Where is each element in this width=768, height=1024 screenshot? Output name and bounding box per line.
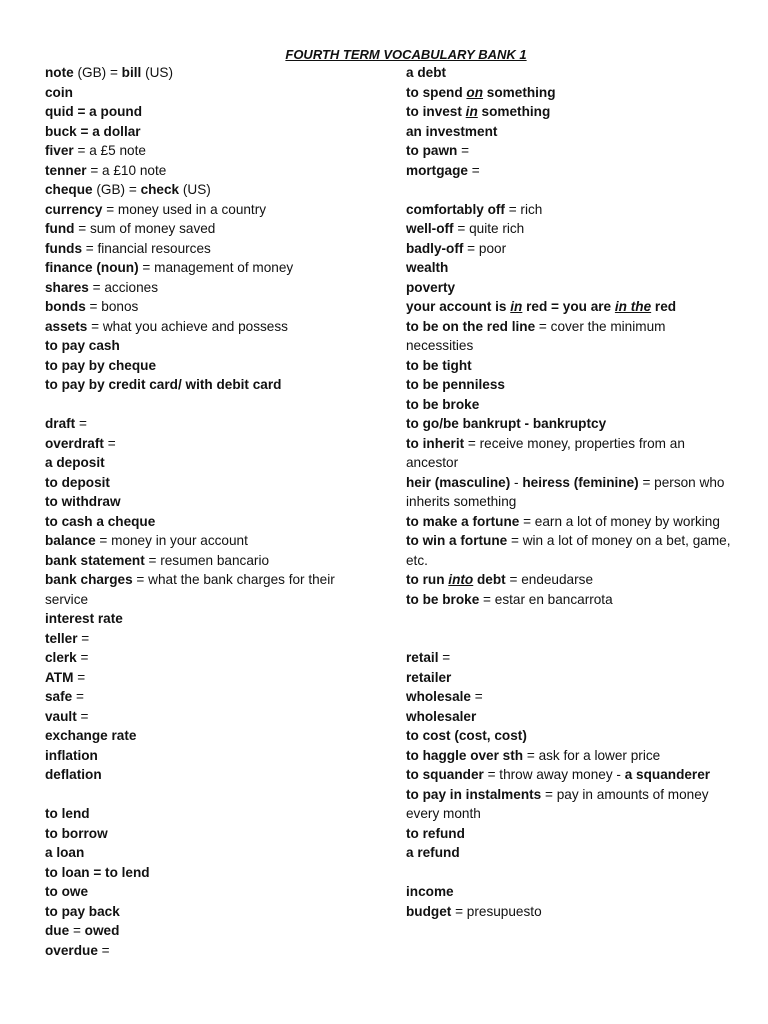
term-text: to pay by cheque xyxy=(45,357,157,373)
vocabulary-entry xyxy=(45,200,380,220)
vocabulary-entry xyxy=(45,180,380,200)
blank-line xyxy=(406,863,736,883)
vocabulary-entry xyxy=(406,902,736,922)
term-text: to pay cash xyxy=(45,338,120,353)
definition-text: (GB) = xyxy=(73,65,122,80)
term-text: well-off xyxy=(406,221,454,236)
definition-text: = financial resources xyxy=(82,240,211,256)
definition-text: = person who inherits something xyxy=(406,474,725,509)
definition-text: = management of money xyxy=(138,260,294,275)
definition-text: = xyxy=(72,689,84,704)
term-text: to be on the red line xyxy=(406,318,536,334)
term-text: to refund xyxy=(406,825,465,841)
term-text: owed xyxy=(84,923,120,938)
term-text: quid = a pound xyxy=(45,104,143,119)
vocabulary-entry xyxy=(45,902,380,922)
term-text: on xyxy=(466,84,484,100)
vocabulary-entry xyxy=(406,570,736,590)
definition-text: = quite rich xyxy=(453,221,525,236)
term-text: bonds xyxy=(45,299,86,314)
definition-text: (US) xyxy=(179,182,211,197)
vocabulary-entry xyxy=(45,882,380,902)
vocabulary-entry xyxy=(45,843,380,863)
term-text: note xyxy=(45,65,74,80)
definition-text: = money used in a country xyxy=(102,201,267,217)
vocabulary-entry xyxy=(45,161,380,181)
vocabulary-entry xyxy=(406,746,736,766)
definition-text: = sum of money saved xyxy=(74,221,216,236)
definition-text: = what the bank charges for their service xyxy=(45,572,335,607)
term-text: a refund xyxy=(406,845,460,860)
vocabulary-entry xyxy=(45,473,380,493)
term-text: ATM xyxy=(45,669,74,685)
vocabulary-entry xyxy=(406,882,736,902)
vocabulary-entry xyxy=(406,395,736,415)
definition-text: = poor xyxy=(463,240,507,256)
vocabulary-entry xyxy=(45,375,380,395)
vocabulary-entry xyxy=(45,414,380,434)
term-text: teller xyxy=(45,630,78,646)
definition-text: = cover the minimum necessities xyxy=(406,318,666,353)
term-text: overdraft xyxy=(45,435,104,451)
vocabulary-entry xyxy=(45,102,380,122)
term-text: shares xyxy=(45,279,89,295)
vocabulary-entry xyxy=(406,200,736,220)
definition-text: = xyxy=(76,650,89,665)
term-text: to inherit xyxy=(406,435,465,451)
term-text: an investment xyxy=(406,123,498,139)
term-text: to loan = to lend xyxy=(45,864,150,880)
right-vocabulary-column xyxy=(406,63,736,921)
term-text: to make a fortune xyxy=(406,513,520,529)
term-text: wholesaler xyxy=(406,708,477,724)
vocabulary-entry xyxy=(406,707,736,727)
definition-text: = xyxy=(438,650,451,665)
term-text: a squanderer xyxy=(624,767,711,782)
vocabulary-entry xyxy=(45,687,380,707)
term-text: overdue xyxy=(45,942,98,958)
vocabulary-entry xyxy=(45,336,380,356)
term-text: vault xyxy=(45,708,77,724)
vocabulary-entry xyxy=(406,239,736,259)
definition-text: = xyxy=(77,630,90,646)
vocabulary-entry xyxy=(406,668,736,688)
term-text: red xyxy=(651,299,677,314)
term-text: to be tight xyxy=(406,357,472,373)
vocabulary-entry xyxy=(45,765,380,785)
vocabulary-entry xyxy=(406,531,736,570)
term-text: finance (noun) xyxy=(45,260,139,275)
vocabulary-entry xyxy=(406,590,736,610)
vocabulary-entry xyxy=(45,141,380,161)
left-vocabulary-column xyxy=(45,63,380,960)
page-title: FOURTH TERM VOCABULARY BANK 1 xyxy=(285,47,527,62)
term-text: to pay in instalments xyxy=(406,786,542,802)
term-text: to pay by credit card/ with debit card xyxy=(45,377,282,392)
vocabulary-entry xyxy=(406,843,736,863)
vocabulary-entry xyxy=(45,863,380,883)
term-text: cheque xyxy=(45,182,93,197)
vocabulary-entry xyxy=(406,63,736,83)
vocabulary-entry xyxy=(45,239,380,259)
vocabulary-entry xyxy=(45,707,380,727)
term-text: a deposit xyxy=(45,455,105,470)
term-text: in the xyxy=(614,299,652,314)
vocabulary-entry xyxy=(45,746,380,766)
vocabulary-entry xyxy=(406,297,736,317)
vocabulary-entry xyxy=(406,122,736,142)
definition-text: = xyxy=(76,708,89,724)
blank-line xyxy=(406,609,736,629)
term-text: tenner xyxy=(45,162,87,178)
vocabulary-entry xyxy=(45,278,380,298)
definition-text: = pay in amounts of money every month xyxy=(406,786,709,821)
term-text: exchange rate xyxy=(45,728,137,743)
term-text: funds xyxy=(45,240,82,256)
term-text: to owe xyxy=(45,884,89,899)
vocabulary-entry xyxy=(406,473,736,512)
term-text: balance xyxy=(45,533,96,548)
definition-text: = rich xyxy=(504,201,543,217)
definition-text: (US) xyxy=(141,65,174,80)
blank-line xyxy=(45,785,380,805)
vocabulary-entry xyxy=(406,278,736,298)
term-text: to run xyxy=(406,572,449,587)
vocabulary-entry xyxy=(406,83,736,103)
definition-text: = acciones xyxy=(88,279,158,295)
definition-text: = win a lot of money on a bet, game, etc. xyxy=(406,533,731,568)
term-text: currency xyxy=(45,201,103,217)
term-text: in xyxy=(510,299,523,314)
term-text: retailer xyxy=(406,669,452,685)
term-text: buck = a dollar xyxy=(45,123,141,139)
term-text: to deposit xyxy=(45,474,110,490)
vocabulary-entry xyxy=(45,219,380,239)
term-text: debt xyxy=(473,572,506,587)
vocabulary-entry xyxy=(406,317,736,356)
vocabulary-entry xyxy=(45,434,380,454)
term-text: into xyxy=(448,572,474,587)
definition-text: = ask for a lower price xyxy=(523,747,661,763)
term-text: comfortably off xyxy=(406,201,505,217)
definition-text: = bonos xyxy=(85,299,139,314)
vocabulary-entry xyxy=(406,824,736,844)
blank-line xyxy=(45,395,380,415)
term-text: your account is xyxy=(406,299,511,314)
vocabulary-entry xyxy=(406,219,736,239)
definition-text: = a £10 note xyxy=(86,162,167,178)
term-text: wealth xyxy=(406,260,449,275)
vocabulary-entry xyxy=(45,258,380,278)
definition-text: = xyxy=(470,689,483,704)
definition-text: = xyxy=(457,143,470,158)
term-text: red = you are xyxy=(522,299,615,314)
term-text: to spend xyxy=(406,84,467,100)
term-text: to pay back xyxy=(45,903,120,919)
term-text: inflation xyxy=(45,747,98,763)
vocabulary-entry xyxy=(406,161,736,181)
vocabulary-entry xyxy=(406,375,736,395)
vocabulary-entry xyxy=(45,551,380,571)
definition-text: = resumen bancario xyxy=(144,552,270,568)
definition-text: = xyxy=(73,669,86,685)
term-text: interest rate xyxy=(45,611,123,626)
definition-text: = money in your account xyxy=(95,533,248,548)
term-text: to borrow xyxy=(45,825,108,841)
term-text: clerk xyxy=(45,650,77,665)
definition-text: = xyxy=(103,435,116,451)
vocabulary-entry xyxy=(406,687,736,707)
vocabulary-entry xyxy=(45,63,380,83)
term-text: to squander xyxy=(406,767,484,782)
vocabulary-entry xyxy=(45,629,380,649)
term-text: something xyxy=(483,84,556,100)
vocabulary-entry xyxy=(406,258,736,278)
blank-line xyxy=(406,629,736,649)
term-text: in xyxy=(465,104,478,119)
definition-text: = xyxy=(69,923,85,938)
vocabulary-entry xyxy=(45,297,380,317)
vocabulary-entry xyxy=(406,765,736,785)
vocabulary-entry xyxy=(45,648,380,668)
vocabulary-entry xyxy=(45,356,380,376)
definition-text: = endeudarse xyxy=(505,572,594,587)
term-text: something xyxy=(477,104,551,119)
term-text: to be broke xyxy=(406,396,480,412)
vocabulary-entry xyxy=(45,921,380,941)
term-text: check xyxy=(140,182,180,197)
term-text: to haggle over sth xyxy=(406,747,524,763)
term-text: a loan xyxy=(45,845,85,860)
term-text: poverty xyxy=(406,279,456,295)
vocabulary-entry xyxy=(406,726,736,746)
term-text: retail xyxy=(406,650,439,665)
vocabulary-entry xyxy=(45,726,380,746)
vocabulary-entry xyxy=(45,83,380,103)
vocabulary-entry xyxy=(45,453,380,473)
definition-text: = earn a lot of money by working xyxy=(519,513,720,529)
vocabulary-entry xyxy=(45,570,380,609)
vocabulary-entry xyxy=(45,804,380,824)
term-text: bank statement xyxy=(45,552,145,568)
term-text: income xyxy=(406,884,454,899)
vocabulary-entry xyxy=(406,434,736,473)
definition-text: = a £5 note xyxy=(73,143,146,158)
term-text: to be broke xyxy=(406,591,480,607)
vocabulary-entry xyxy=(406,102,736,122)
term-text: badly-off xyxy=(406,240,464,256)
term-text: coin xyxy=(45,84,73,100)
vocabulary-entry xyxy=(45,492,380,512)
vocabulary-entry xyxy=(406,785,736,824)
term-text: fiver xyxy=(45,143,74,158)
term-text: deflation xyxy=(45,767,102,782)
definition-text: = what you achieve and possess xyxy=(87,318,288,334)
definition-text: = xyxy=(97,942,110,958)
vocabulary-entry xyxy=(406,414,736,434)
vocabulary-entry xyxy=(406,512,736,532)
vocabulary-entry xyxy=(45,609,380,629)
term-text: draft xyxy=(45,416,76,431)
definition-text: = presupuesto xyxy=(451,903,542,919)
term-text: to be penniless xyxy=(406,377,505,392)
term-text: to pawn xyxy=(406,143,458,158)
vocabulary-entry xyxy=(45,531,380,551)
vocabulary-entry xyxy=(45,512,380,532)
term-text: to lend xyxy=(45,806,90,821)
term-text: to go/be bankrupt - bankruptcy xyxy=(406,416,607,431)
term-text: safe xyxy=(45,689,73,704)
vocabulary-entry xyxy=(406,141,736,161)
term-text: a debt xyxy=(406,65,447,80)
definition-text: = xyxy=(467,162,480,178)
vocabulary-entry xyxy=(45,824,380,844)
term-text: to withdraw xyxy=(45,494,121,509)
term-text: mortgage xyxy=(406,162,468,178)
vocabulary-entry xyxy=(45,317,380,337)
vocabulary-entry xyxy=(406,356,736,376)
term-text: to invest xyxy=(406,104,466,119)
term-text: to cash a cheque xyxy=(45,513,156,529)
term-text: wholesale xyxy=(406,689,471,704)
definition-text: = throw away money - xyxy=(483,767,625,782)
term-text: bank charges xyxy=(45,572,133,587)
vocabulary-entry xyxy=(45,122,380,142)
term-text: heir (masculine) xyxy=(406,474,511,490)
blank-line xyxy=(406,180,736,200)
term-text: assets xyxy=(45,318,88,334)
definition-text: (GB) = xyxy=(92,182,141,197)
term-text: to cost (cost, cost) xyxy=(406,728,527,743)
vocabulary-entry xyxy=(406,648,736,668)
term-text: heiress (feminine) xyxy=(522,474,639,490)
term-text: to win a fortune xyxy=(406,533,508,548)
definition-text: = receive money, properties from an ancestor xyxy=(406,435,685,470)
definition-text: = estar en bancarrota xyxy=(479,591,613,607)
vocabulary-entry xyxy=(45,668,380,688)
vocabulary-entry xyxy=(45,941,380,961)
term-text: fund xyxy=(45,221,75,236)
definition-text: - xyxy=(510,474,523,490)
definition-text: = xyxy=(75,416,87,431)
term-text: budget xyxy=(406,903,452,919)
term-text: bill xyxy=(121,65,142,80)
term-text: due xyxy=(45,923,70,938)
